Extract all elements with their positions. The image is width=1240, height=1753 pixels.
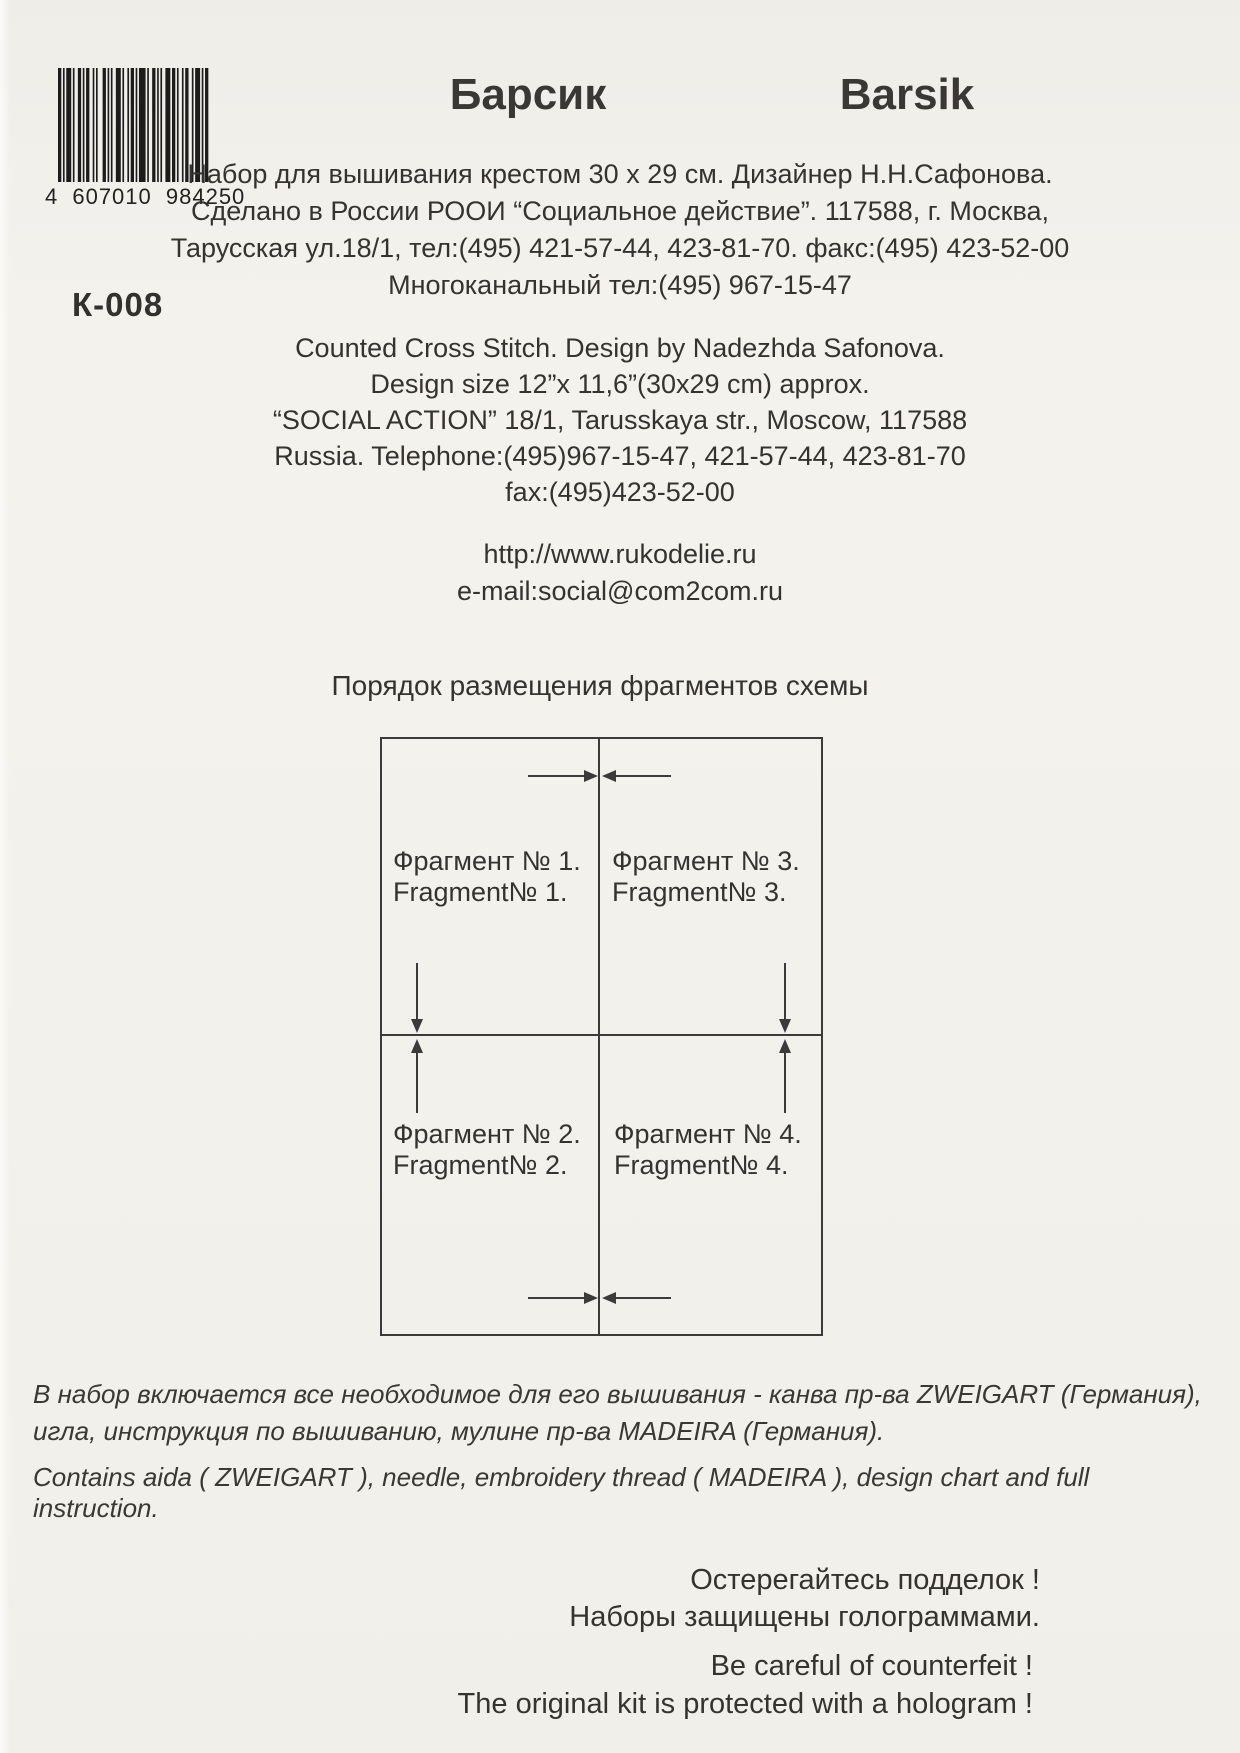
diagram-border [381,738,822,1335]
fragment-label-ru: Фрагмент № 1. [393,846,581,876]
kit-info-en-line: Design size 12”x 11,6”(30x29 cm) approx. [370,369,870,399]
fragment-label-2 [393,1119,608,1181]
kit-info-en [0,330,1240,510]
fragment-label-en: Fragment№ 3. [612,877,787,907]
counterfeit-warning-en-line: The original kit is protected with a hologram ! [457,1688,1033,1720]
counterfeit-warning-ru-line: Остерегайтесь подделок ! [690,1564,1040,1596]
fragment-label-en: Fragment№ 4. [614,1150,789,1180]
fragment-label-3 [612,846,827,908]
kit-info-ru-line: Многоканальный тел:(495) 967-15-47 [388,270,852,300]
arrow-right-up [779,1039,791,1113]
contact-block [0,536,1240,610]
fragment-label-4 [614,1119,829,1181]
kit-contents-en: Contains aida ( ZWEIGART ), needle, embroidery thread ( MADEIRA ), design chart and full instruction. [33,1462,1090,1523]
arrow-left-up [411,1039,423,1113]
counterfeit-warning-en [273,1647,1033,1723]
arrow-bottom-left [528,1292,598,1304]
kit-contents-ru [33,1376,1218,1450]
arrow-right-down [779,963,791,1033]
barcode-number: 4 607010 984250 [45,184,246,209]
kit-info-ru [0,156,1240,304]
fragment-label-en: Fragment№ 1. [393,877,568,907]
kit-info-en-line: Counted Cross Stitch. Design by Nadezhda Safonova. [295,333,945,363]
counterfeit-warning-en-line: Be careful of counterfeit ! [710,1650,1033,1682]
arrow-top-right [602,770,671,782]
kit-info-en-line: Russia. Telephone:(495)967-15-47, 421-57-44, 423-81-70 [274,441,966,471]
fragment-label-en: Fragment№ 2. [393,1150,568,1180]
product-title-ru: Барсик [449,70,607,119]
fragment-label-ru: Фрагмент № 3. [612,846,800,876]
product-title-en: Barsik [839,70,975,119]
diagram-heading: Порядок размещения фрагментов схемы [331,670,869,701]
kit-contents-ru-line: игла, инструкция по вышиванию, мулине пр-ва MADEIRA (Германия). [33,1416,885,1446]
website-url: http://www.rukodelie.ru [483,539,757,569]
fragment-label-1 [393,846,608,908]
product-code-label: К-008 [72,286,164,323]
kit-contents-ru-line: В набор включается все необходимое для его вышивания - канва пр-ва ZWEIGART (Германия), [33,1379,1202,1409]
arrow-bottom-right [602,1292,671,1304]
kit-info-ru-line: Набор для вышивания крестом 30 х 29 см. Дизайнер Н.Н.Сафонова. [187,159,1053,189]
kit-info-ru-line: Сделано в России РООИ “Социальное действие”. 117588, г. Москва, [190,196,1050,226]
counterfeit-warning-ru [340,1562,1040,1636]
kit-info-en-line: fax:(495)423-52-00 [505,477,735,507]
arrow-top-left [528,770,598,782]
fragment-label-ru: Фрагмент № 2. [393,1119,581,1149]
fragment-label-ru: Фрагмент № 4. [614,1119,802,1149]
kit-info-ru-line: Тарусская ул.18/1, тел:(495) 421-57-44, 423-81-70. факс:(495) 423-52-00 [170,233,1070,263]
arrow-left-down [411,963,423,1033]
fragment-placement-diagram [380,737,823,1336]
kit-info-en-line: “SOCIAL ACTION” 18/1, Tarusskaya str., Moscow, 117588 [272,405,968,435]
counterfeit-warning-ru-line: Наборы защищены голограммами. [569,1601,1040,1633]
email-address: e-mail:social@com2com.ru [457,576,783,606]
